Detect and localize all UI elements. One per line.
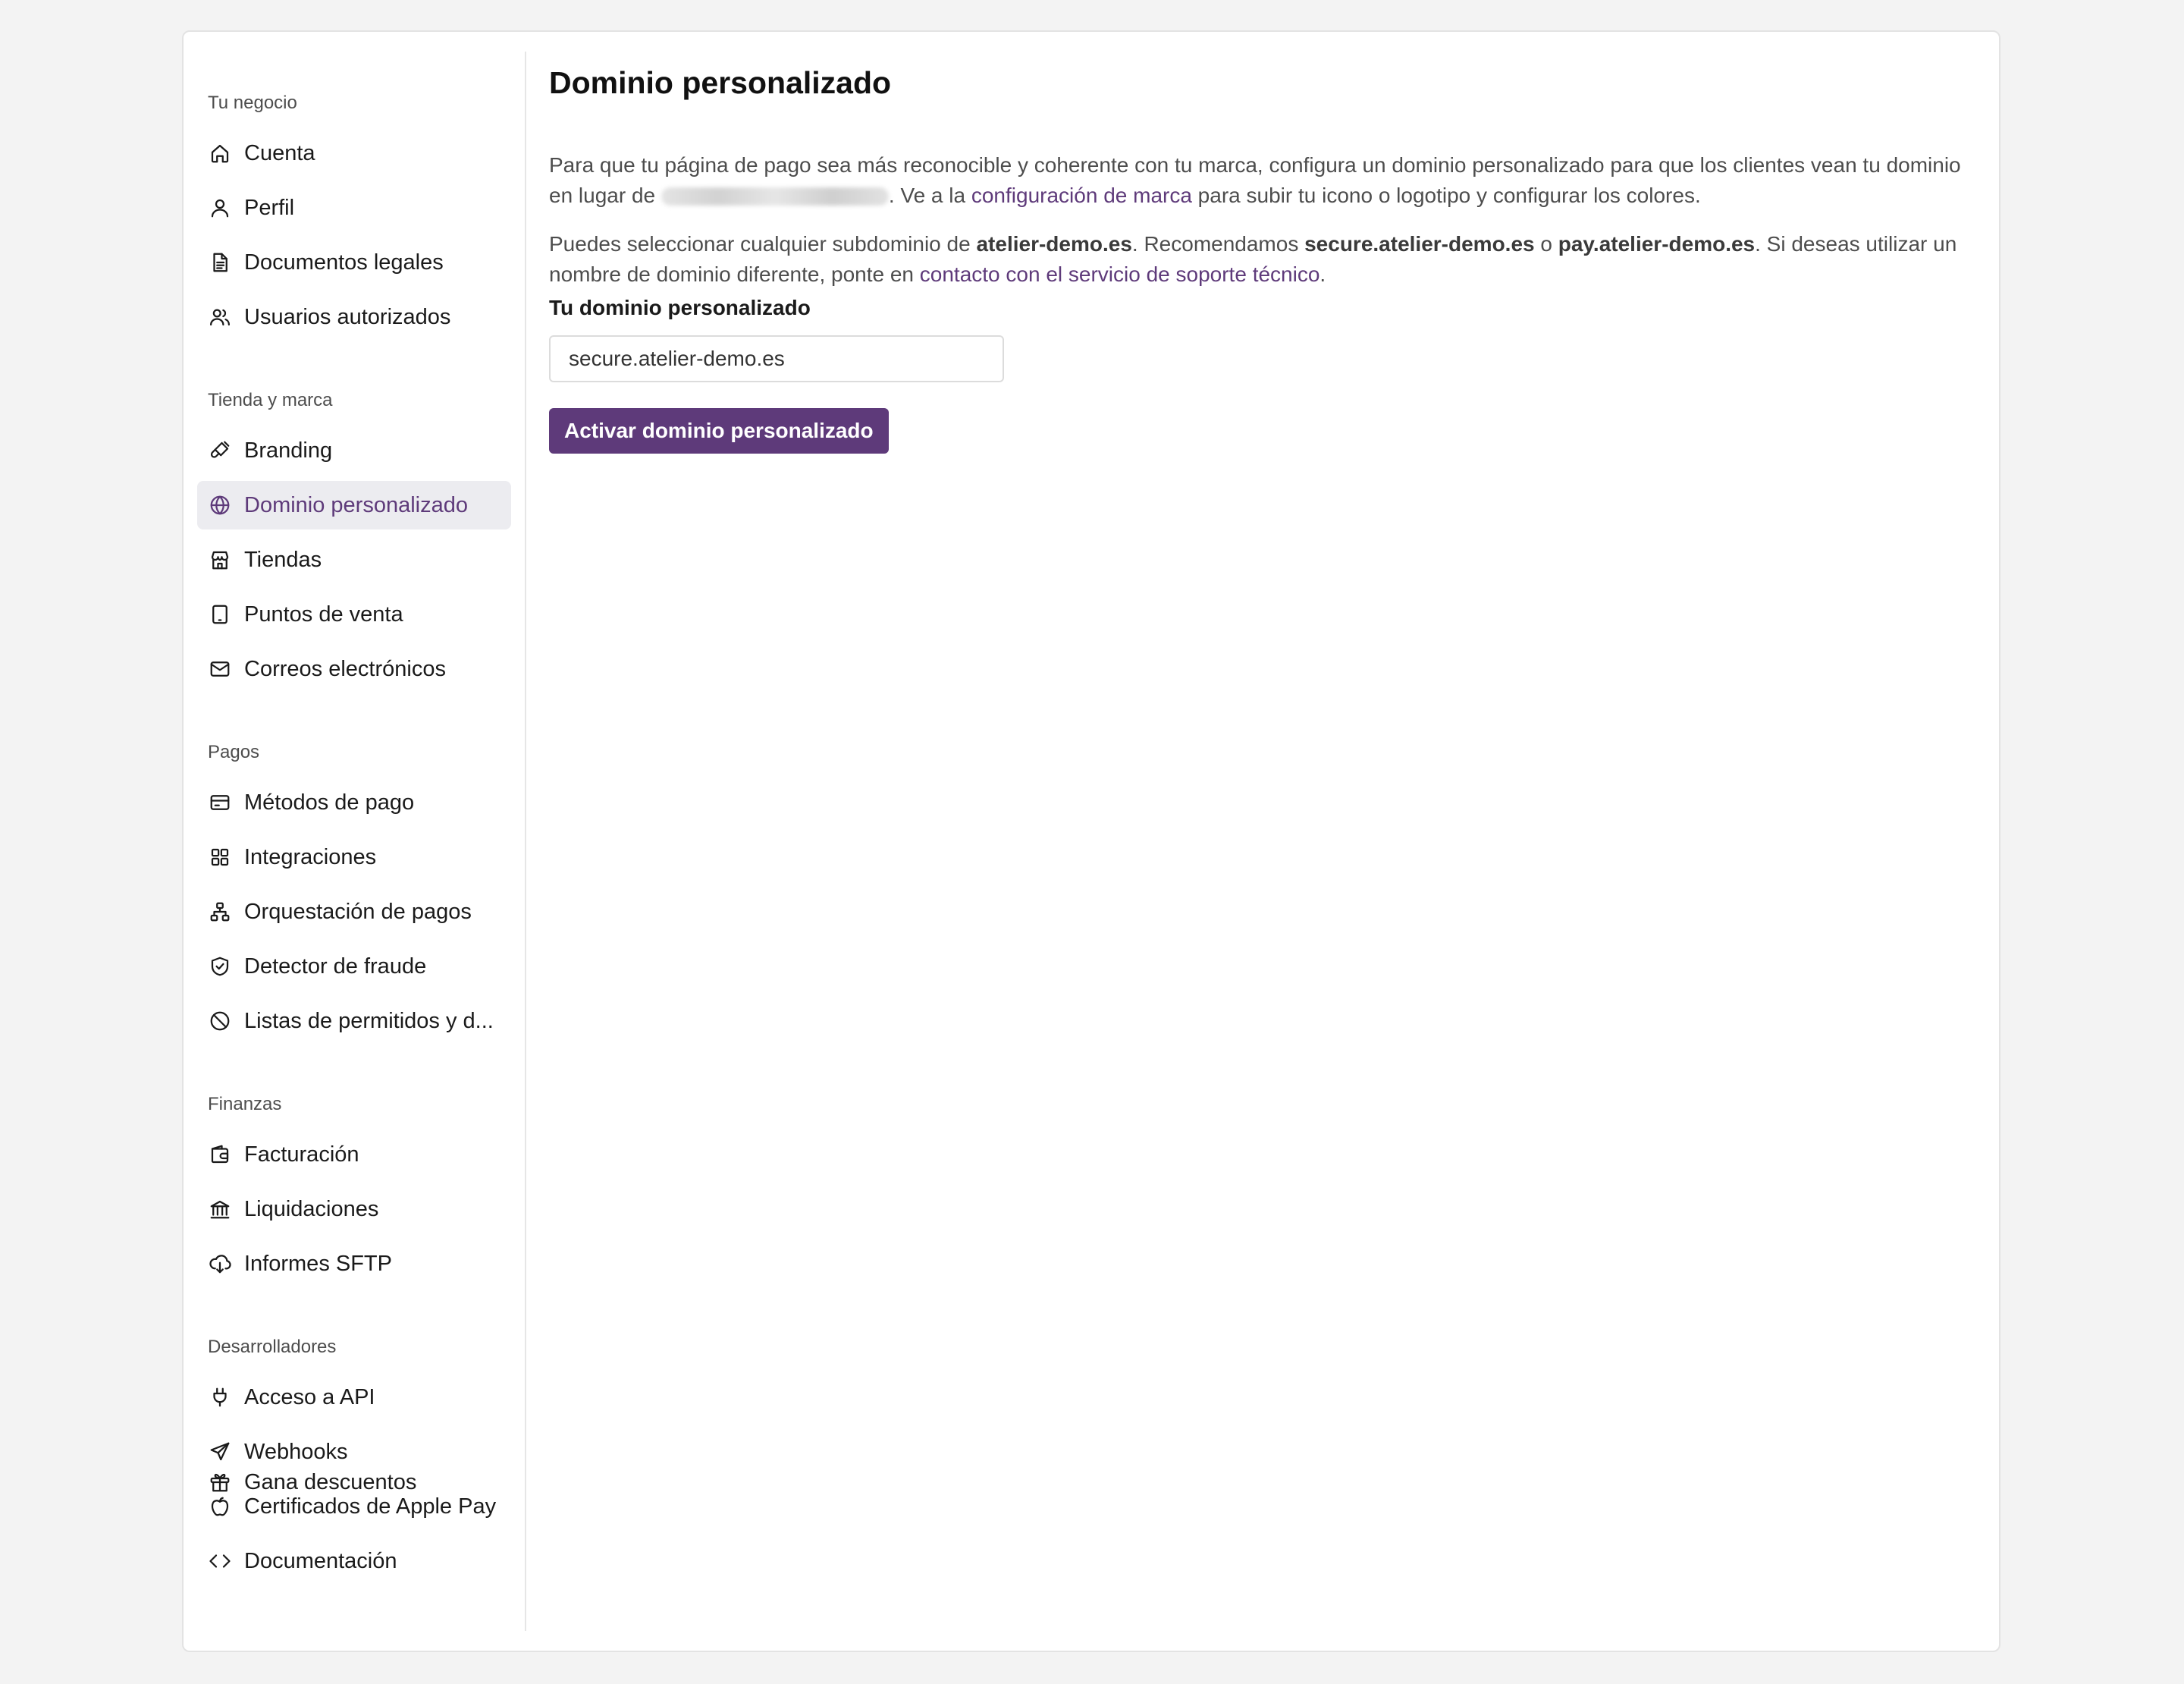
sidebar-item-puntos-de-venta[interactable] — [197, 590, 511, 639]
sidebar-item-label: Certificados de Apple Pay — [244, 1494, 497, 1519]
store-icon — [208, 548, 232, 572]
sidebar-item-integraciones[interactable] — [197, 833, 511, 881]
intro-paragraph — [549, 150, 1969, 211]
sidebar-item-documentacion[interactable] — [197, 1537, 511, 1585]
sidebar-item-listas-de-permitidos-y-d[interactable] — [197, 997, 511, 1045]
sidebar-section-heading: Pagos — [208, 742, 260, 762]
sidebar-item-documentos-legales[interactable] — [197, 238, 511, 287]
sidebar-item-label: Facturación — [244, 1142, 359, 1167]
brush-icon — [208, 438, 232, 463]
sidebar-item-correos-electronicos[interactable] — [197, 645, 511, 693]
settings-card — [182, 30, 2000, 1652]
sidebar-item-facturacion[interactable] — [197, 1130, 511, 1179]
cloud-download-icon — [208, 1252, 232, 1276]
sidebar-item-label: Perfil — [244, 195, 295, 220]
sidebar-item-detector-de-fraude[interactable] — [197, 942, 511, 991]
subdomain-text-4: . Si deseas utilizar un nombre de dominio diferente, ponte en — [549, 232, 1957, 286]
wallet-icon — [208, 1142, 232, 1167]
mail-icon — [208, 657, 232, 681]
sidebar-item-liquidaciones[interactable] — [197, 1185, 511, 1233]
subdomain-text-end: . — [1320, 262, 1326, 286]
sidebar-item-informes-sftp[interactable] — [197, 1239, 511, 1288]
sidebar-item-label: Liquidaciones — [244, 1196, 379, 1221]
sidebar-section-heading: Tienda y marca — [208, 390, 333, 410]
sidebar-item-label: Correos electrónicos — [244, 656, 446, 681]
activate-domain-button[interactable]: Activar dominio personalizado — [549, 408, 889, 454]
sidebar-item-branding[interactable] — [197, 426, 511, 475]
recommended-domain-pay: pay.atelier-demo.es — [1558, 232, 1756, 256]
home-icon — [208, 141, 232, 165]
sidebar-item-label: Webhooks — [244, 1439, 348, 1464]
credit-card-icon — [208, 790, 232, 815]
sidebar-item-label: Documentos legales — [244, 250, 444, 275]
code-icon — [208, 1549, 232, 1573]
ban-icon — [208, 1009, 232, 1033]
branding-settings-link[interactable]: configuración de marca — [971, 184, 1192, 207]
sidebar-item-label: Puntos de venta — [244, 602, 403, 627]
user-icon — [208, 196, 232, 220]
globe-icon — [208, 493, 232, 517]
sidebar-item-label: Gana descuentos — [244, 1469, 417, 1494]
sidebar-item-gana-descuentos[interactable] — [197, 1458, 511, 1506]
sidebar-item-label: Orquestación de pagos — [244, 899, 472, 924]
settings-sidebar — [184, 32, 525, 1651]
sidebar-item-label: Informes SFTP — [244, 1251, 392, 1276]
subdomain-text: Puedes seleccionar cualquier subdominio de — [549, 232, 977, 256]
grid-icon — [208, 845, 232, 869]
sidebar-item-label: Detector de fraude — [244, 954, 427, 979]
sitemap-icon — [208, 900, 232, 924]
support-contact-link[interactable]: contacto con el servicio de soporte técnico — [919, 262, 1320, 286]
sidebar-section-heading: Finanzas — [208, 1094, 282, 1114]
sidebar-item-label: Acceso a API — [244, 1384, 375, 1409]
document-icon — [208, 250, 232, 275]
sidebar-section-heading: Desarrolladores — [208, 1337, 337, 1357]
sidebar-item-label: Cuenta — [244, 140, 315, 165]
sidebar-item-perfil[interactable] — [197, 184, 511, 232]
custom-domain-input[interactable] — [549, 335, 1004, 382]
recommended-domain-secure: secure.atelier-demo.es — [1304, 232, 1535, 256]
intro-text-middle: . Ve a la — [888, 184, 971, 207]
subdomain-text-3: o — [1534, 232, 1558, 256]
users-icon — [208, 305, 232, 329]
subdomain-text-2: . Recomendamos — [1131, 232, 1305, 256]
shield-check-icon — [208, 954, 232, 979]
custom-domain-label: Tu dominio personalizado — [549, 296, 811, 319]
sidebar-section-heading: Tu negocio — [208, 93, 297, 113]
sidebar-item-label: Métodos de pago — [244, 790, 415, 815]
sidebar-item-label: Usuarios autorizados — [244, 304, 451, 329]
sidebar-item-cuenta[interactable] — [197, 129, 511, 178]
sidebar-item-metodos-de-pago[interactable] — [197, 778, 511, 827]
base-domain: atelier-demo.es — [976, 232, 1132, 256]
intro-text-end: para subir tu icono o logotipo y configurar los colores. — [1191, 184, 1701, 207]
gift-icon — [208, 1470, 232, 1494]
sidebar-item-acceso-a-api[interactable] — [197, 1373, 511, 1422]
sidebar-item-usuarios-autorizados[interactable] — [197, 293, 511, 341]
bank-icon — [208, 1197, 232, 1221]
intro-text: Para que tu página de pago sea más reconocible y coherente con tu marca, configura un dominio personalizado para que los clientes vean tu dominio en lugar de — [549, 153, 1961, 207]
sidebar-item-label: Dominio personalizado — [244, 492, 468, 517]
sidebar-item-label: Integraciones — [244, 844, 377, 869]
plug-icon — [208, 1385, 232, 1409]
sidebar-item-orquestacion-de-pagos[interactable] — [197, 888, 511, 936]
sidebar-item-label: Listas de permitidos y d... — [244, 1008, 494, 1033]
sidebar-item-dominio-personalizado[interactable] — [197, 481, 511, 529]
page-title: Dominio personalizado — [549, 65, 892, 100]
sidebar-item-label: Tiendas — [244, 547, 322, 572]
sidebar-item-label: Branding — [244, 438, 333, 463]
sidebar-item-tiendas[interactable] — [197, 536, 511, 584]
sidebar-divider — [525, 52, 526, 1631]
blurred-default-domain — [661, 187, 889, 206]
tablet-icon — [208, 602, 232, 627]
sidebar-item-label: Documentación — [244, 1548, 397, 1573]
subdomain-paragraph — [549, 229, 1969, 290]
